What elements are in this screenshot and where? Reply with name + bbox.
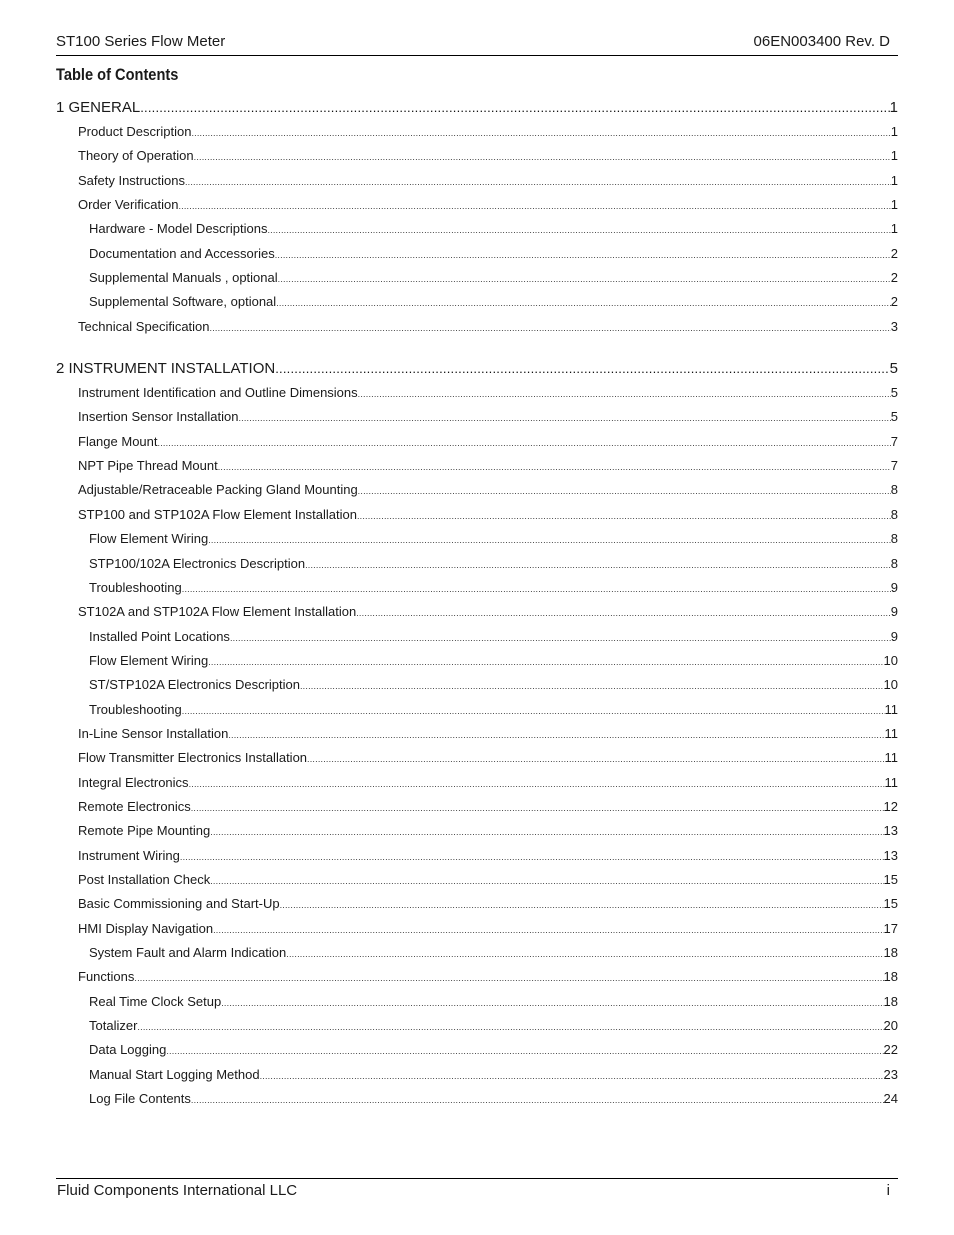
toc-entry-page: 8 <box>890 531 898 547</box>
header-document-title: ST100 Series Flow Meter <box>56 33 226 50</box>
toc-entry-title: System Fault and Alarm Indication <box>89 945 287 960</box>
toc-entry-page: 18 <box>883 993 898 1009</box>
toc-entry-page: 11 <box>884 725 898 741</box>
toc-dot-leader <box>358 481 891 501</box>
toc-entry[interactable] <box>56 724 898 748</box>
toc-entry[interactable] <box>56 219 898 243</box>
toc-entry-page: 1 <box>890 148 898 164</box>
toc-entry-title: Log File Contents <box>89 1091 191 1107</box>
toc-dot-leader <box>189 774 885 794</box>
toc-entry[interactable] <box>56 554 898 578</box>
toc-dot-leader <box>221 993 883 1013</box>
toc-entry-title: Product Description <box>78 124 192 139</box>
toc-entry-title: Installed Point Locations <box>89 628 230 644</box>
toc-entry[interactable] <box>56 456 898 480</box>
toc-entry-page: 11 <box>884 701 898 717</box>
toc-entry-page: 1 <box>889 99 898 116</box>
toc-entry[interactable] <box>56 894 898 918</box>
toc-entry[interactable] <box>56 1089 898 1113</box>
toc-entry-page: 11 <box>884 774 898 790</box>
toc-entry[interactable] <box>56 1040 898 1064</box>
toc-entry-page: 11 <box>884 750 898 766</box>
toc-entry-page: 18 <box>883 945 898 960</box>
toc-dot-leader <box>208 652 883 672</box>
toc-entry[interactable] <box>56 146 898 170</box>
toc-dot-leader <box>307 749 884 769</box>
toc-dot-leader <box>140 98 889 118</box>
toc-entry[interactable] <box>56 1016 898 1040</box>
toc-entry-title: Theory of Operation <box>78 148 194 164</box>
toc-entry-title: Functions <box>78 969 135 985</box>
toc-entry[interactable] <box>56 700 898 724</box>
toc-entry-title: Integral Electronics <box>78 774 189 790</box>
toc-entry-title: Adjustable/Retraceable Packing Gland Mounting <box>78 482 358 498</box>
toc-dot-leader <box>191 1090 884 1110</box>
toc-entry-page: 5 <box>890 385 898 401</box>
toc-entry-page: 1 <box>890 172 898 188</box>
toc-entry[interactable] <box>56 602 898 626</box>
toc-entry[interactable] <box>56 268 898 292</box>
toc-dot-leader <box>305 555 891 575</box>
toc-dot-leader <box>280 895 884 915</box>
toc-dot-leader <box>278 269 891 289</box>
toc-dot-leader <box>228 725 884 745</box>
toc-dot-leader <box>210 318 891 338</box>
toc-entry-title: Supplemental Manuals , optional <box>89 270 278 286</box>
toc-entry-title: Real Time Clock Setup <box>89 993 222 1009</box>
toc-dot-leader <box>208 530 891 550</box>
toc-entry-page: 1 <box>890 197 898 213</box>
toc-entry[interactable] <box>56 317 898 341</box>
toc-dot-leader <box>267 220 890 240</box>
toc-dot-leader <box>210 822 883 842</box>
toc-entry[interactable] <box>56 943 898 967</box>
page-header <box>56 33 898 51</box>
toc-entry-page: 23 <box>883 1066 898 1082</box>
toc-entry-title: Instrument Identification and Outline Dimensions <box>78 385 358 401</box>
toc-entry-title: Safety Instructions <box>78 172 185 188</box>
toc-entry-title: Manual Start Logging Method <box>89 1066 260 1082</box>
toc-entry[interactable] <box>56 505 898 529</box>
toc-entry-title: Basic Commissioning and Start-Up <box>78 896 280 912</box>
toc-entry[interactable] <box>56 675 898 699</box>
toc-entry-title: 1 GENERAL <box>56 99 141 116</box>
toc-entry-title: Hardware - Model Descriptions <box>89 221 268 237</box>
toc-entry-page: 3 <box>890 318 898 334</box>
toc-dot-leader <box>286 944 883 964</box>
toc-entry[interactable] <box>56 529 898 553</box>
toc-entry[interactable] <box>56 651 898 675</box>
footer-rule <box>56 1178 898 1179</box>
toc-entry-title: Instrument Wiring <box>78 847 180 863</box>
toc-entry[interactable] <box>56 292 898 316</box>
toc-dot-leader <box>134 968 883 988</box>
toc-dot-leader <box>260 1066 884 1086</box>
toc-entry-title: 2 INSTRUMENT INSTALLATION <box>56 360 276 378</box>
toc-entry-page: 9 <box>890 579 898 595</box>
toc-entry[interactable] <box>56 407 898 431</box>
toc-dot-leader <box>358 384 891 404</box>
toc-entry-title: Post Installation Check <box>78 871 211 887</box>
toc-dot-leader <box>166 1041 883 1061</box>
toc-entry-page: 8 <box>890 506 898 522</box>
toc-entry-page: 24 <box>883 1091 898 1107</box>
toc-dot-leader <box>185 172 891 192</box>
toc-entry[interactable] <box>56 967 898 991</box>
header-document-number: 06EN003400 Rev. D <box>753 33 890 50</box>
toc-dot-leader <box>276 293 891 313</box>
toc-entry-title: In-Line Sensor Installation <box>78 725 229 741</box>
toc-dot-leader <box>180 847 884 867</box>
toc-entry-page: 22 <box>883 1042 898 1058</box>
toc-entry-page: 17 <box>883 920 898 936</box>
toc-entry-page: 15 <box>883 871 898 887</box>
toc-dot-leader <box>357 506 891 526</box>
toc-dot-leader <box>300 676 884 696</box>
toc-entry[interactable] <box>56 821 898 845</box>
toc-section-entry[interactable] <box>56 98 898 122</box>
toc-entry[interactable] <box>56 846 898 870</box>
toc-dot-leader <box>182 701 885 721</box>
toc-entry-title: Totalizer <box>89 1018 138 1034</box>
toc-entry-page: 13 <box>883 823 898 839</box>
toc-entry-page: 9 <box>890 604 898 620</box>
toc-entry-page: 8 <box>890 482 898 498</box>
toc-dot-leader <box>137 1017 883 1037</box>
toc-entry-title: Supplemental Software, optional <box>89 294 277 310</box>
toc-dot-leader <box>182 579 891 599</box>
toc-entry-page: 10 <box>883 652 898 668</box>
toc-entry-title: ST102A and STP102A Flow Element Installation <box>78 604 357 620</box>
toc-entry-title: Flow Transmitter Electronics Installation <box>78 750 308 766</box>
toc-dot-leader <box>275 245 891 265</box>
footer-page-number: i <box>886 1182 890 1199</box>
toc-dot-leader <box>213 920 883 940</box>
toc-entry-page: 2 <box>890 294 898 310</box>
toc-entry-page: 7 <box>890 458 898 474</box>
toc-entry-page: 2 <box>890 245 898 261</box>
toc-entry[interactable] <box>56 244 898 268</box>
toc-dot-leader <box>191 123 890 143</box>
toc-entry[interactable] <box>56 195 898 219</box>
toc-title: Table of Contents <box>56 65 179 84</box>
toc-entry-page: 9 <box>890 628 898 644</box>
toc-entry[interactable] <box>56 919 898 943</box>
toc-entry-title: STP100/102A Electronics Description <box>89 555 306 571</box>
toc-dot-leader <box>356 603 891 623</box>
toc-entry[interactable] <box>56 1065 898 1089</box>
toc-dot-leader <box>191 798 884 818</box>
toc-dot-leader <box>158 433 891 453</box>
toc-entry[interactable] <box>56 627 898 651</box>
toc-dot-leader <box>210 871 883 891</box>
toc-entry-page: 5 <box>889 360 898 378</box>
toc-entry-title: Documentation and Accessories <box>89 245 275 261</box>
toc-entry-page: 18 <box>883 969 898 985</box>
toc-entry-page: 8 <box>890 555 898 571</box>
toc-entry-title: Remote Pipe Mounting <box>78 823 211 839</box>
toc-dot-leader <box>194 147 891 167</box>
toc-entry[interactable] <box>56 773 898 797</box>
toc-entry[interactable] <box>56 122 898 146</box>
toc-entry-page: 7 <box>890 433 898 449</box>
toc-entry-page: 1 <box>890 221 898 237</box>
toc-entry-title: NPT Pipe Thread Mount <box>78 458 218 474</box>
toc-entry-title: Insertion Sensor Installation <box>78 409 239 425</box>
toc-entry-title: Data Logging <box>89 1042 167 1058</box>
toc-entry-page: 10 <box>883 677 898 693</box>
toc-dot-leader <box>218 457 891 477</box>
toc-entry[interactable] <box>56 578 898 602</box>
toc-entry-title: Troubleshooting <box>89 701 182 717</box>
toc-entry-page: 1 <box>890 124 898 139</box>
toc-entry-page: 12 <box>883 798 898 814</box>
toc-entry-title: Remote Electronics <box>78 798 191 814</box>
toc-entry-title: Technical Specification <box>78 318 210 334</box>
toc-entry[interactable] <box>56 797 898 821</box>
toc-entry-page: 5 <box>890 409 898 425</box>
toc-entry-page: 15 <box>883 896 898 912</box>
toc-entry[interactable] <box>56 748 898 772</box>
toc-entry[interactable] <box>56 171 898 195</box>
toc-entry-page: 2 <box>890 270 898 286</box>
toc-entry[interactable] <box>56 432 898 456</box>
toc-entry-title: ST/STP102A Electronics Description <box>89 677 300 693</box>
toc-entry[interactable] <box>56 992 898 1016</box>
toc-entry-title: Flow Element Wiring <box>89 531 209 547</box>
toc-dot-leader <box>178 196 890 216</box>
toc-entry-title: Order Verification <box>78 197 179 213</box>
toc-entry-title: HMI Display Navigation <box>78 920 214 936</box>
page-footer <box>57 1182 890 1200</box>
toc-entry-title: Flow Element Wiring <box>89 652 209 668</box>
toc-entry[interactable] <box>56 870 898 894</box>
toc-entry-title: Troubleshooting <box>89 579 182 595</box>
toc-entry-title: Flange Mount <box>78 433 158 449</box>
toc-entry[interactable] <box>56 383 898 407</box>
toc-dot-leader <box>275 359 889 379</box>
toc-section-entry[interactable] <box>56 359 898 383</box>
toc-entry-title: STP100 and STP102A Flow Element Installation <box>78 506 357 522</box>
table-of-contents <box>56 98 898 1113</box>
toc-dot-leader <box>230 628 891 648</box>
toc-entry-page: 13 <box>883 847 898 863</box>
footer-company-name: Fluid Components International LLC <box>57 1182 298 1199</box>
toc-dot-leader <box>238 408 890 428</box>
toc-entry[interactable] <box>56 480 898 504</box>
header-rule <box>56 55 898 56</box>
toc-entry-page: 20 <box>883 1018 898 1034</box>
